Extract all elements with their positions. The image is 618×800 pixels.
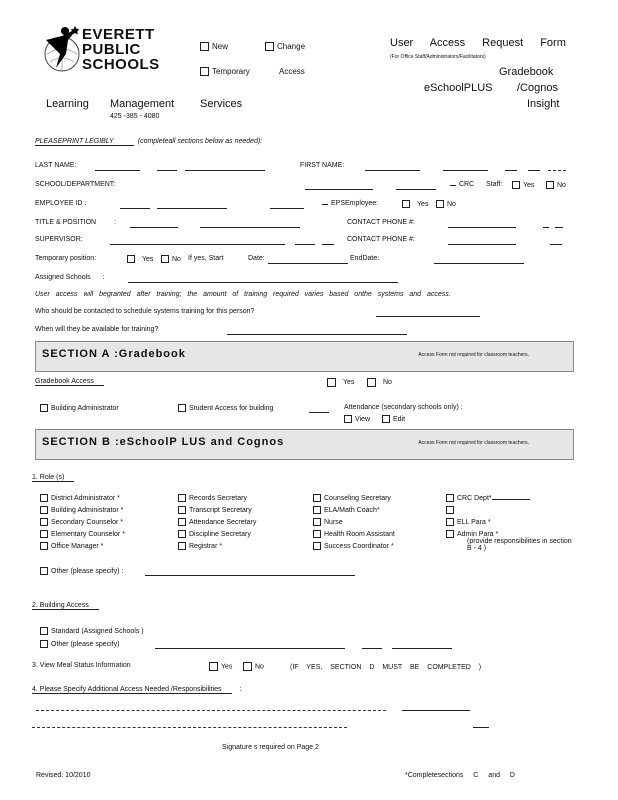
if-yes-start-label: If yes, Start [188,255,224,262]
role-option-c1-r2[interactable] [40,506,123,514]
role-option-c2-r2[interactable] [178,506,252,514]
role-checkbox[interactable] [446,506,454,514]
employee-id-field-3[interactable] [270,208,304,209]
role-option-c4-r1[interactable] [446,494,530,502]
temp-yes-option[interactable] [127,255,153,263]
role-checkbox[interactable] [446,518,454,526]
title-gradebook: Gradebook [499,66,554,78]
student-access-label: Student Access for building [189,404,274,412]
eps-no-checkbox[interactable] [436,200,444,208]
crc-label: CRC [459,181,475,188]
additional-access-line-1[interactable] [36,710,386,711]
attendance-view-option[interactable] [344,415,370,423]
role-checkbox[interactable] [40,542,48,550]
role-option-c3-r2[interactable] [313,506,380,514]
student-access-checkbox[interactable] [178,404,186,412]
role-checkbox[interactable] [446,494,454,502]
first-name-field-5[interactable] [548,170,566,171]
assigned-schools-label: Assigned Schools : [35,274,105,281]
first-name-label: FIRST NAME: [300,162,345,169]
role-other-label: Other (please specify) : [51,567,124,575]
additional-access-line-2[interactable] [32,727,347,728]
print-legibly: PLEASEPRINT LEGIBLY [35,138,134,146]
standard-access-option[interactable] [40,627,144,635]
student-access-option[interactable] [178,404,273,412]
building-admin-checkbox[interactable] [40,404,48,412]
change-label: Change [277,42,306,51]
role-label: Discipline Secretary [189,530,251,538]
contact-phone-field-b[interactable] [448,244,516,245]
staff-no-option[interactable] [546,181,566,189]
school-dept-field[interactable] [305,189,373,190]
form-title: User Access Request Form [390,37,566,49]
end-date-field[interactable] [434,263,524,264]
contact-phone-field[interactable] [448,227,516,228]
role-label: Transcript Secretary [189,506,252,514]
access-label: Access [279,67,305,76]
other-access-label: Other (please specify) [51,640,120,648]
gradebook-access-label: Gradebook Access [35,378,104,385]
role-option-c2-r4[interactable] [178,530,251,538]
additional-access-heading: 4. Please Specify Additional Access Needed /Responsibilities : [32,686,242,693]
first-name-field[interactable] [365,170,420,171]
school-dept-label: SCHOOL/DEPARTMENT: [35,181,116,188]
gradebook-yes-checkbox[interactable] [327,378,336,387]
employee-id-field-2[interactable] [157,208,227,209]
temp-yes-checkbox[interactable] [127,255,135,263]
logo-text-everett: EVERETT [82,26,155,43]
other-access-option[interactable] [40,640,119,648]
who-contacted-field[interactable] [376,316,480,317]
role-other-field[interactable] [145,575,355,576]
title-position-label: TITLE & POSITION : [35,219,117,226]
section-a-title: SECTION A :Gradebook [42,348,186,360]
role-option-c3-r4[interactable] [313,530,395,538]
additional-access-line-1b[interactable] [402,710,470,711]
role-label: Success Coordinator * [324,542,394,550]
role-heading: 1. Role (s) [32,474,74,481]
complete-sections-note: *Completesections C and D [405,772,515,779]
first-name-field-3[interactable] [505,170,517,171]
title-cognos: /Cognos [517,82,558,94]
eps-yes-label: Yes [417,200,429,208]
temp-no-option[interactable] [161,255,181,263]
role-label: Attendance Secretary [189,518,257,526]
school-dept-field-2[interactable] [396,189,436,190]
building-access-heading: 2. Building Access [32,602,99,609]
role-option-c4-r3[interactable] [446,518,491,526]
contact-phone-field-2[interactable] [543,227,549,228]
title-insight: Insight [527,98,560,110]
role-option-c4-r4[interactable] [446,530,498,538]
lms-phone: 425 -385 - 4080 [110,113,160,120]
staff-no-checkbox[interactable] [546,181,554,189]
role-option-c1-r1[interactable] [40,494,120,502]
print-note [35,138,262,145]
role-checkbox[interactable] [313,530,321,538]
role-option-c1-r4[interactable] [40,530,125,538]
supervisor-field[interactable] [110,244,285,245]
gradebook-yes-label: Yes [343,379,355,387]
contact-phone-label: CONTACT PHONE #: [347,219,415,226]
temp-yes-label: Yes [142,255,154,263]
eps-yes-option[interactable] [402,200,428,208]
meal-no-label: No [255,663,264,671]
role-checkbox[interactable] [313,506,321,514]
role-checkbox[interactable] [178,530,186,538]
section-b-note: Access Form not required for classroom teachers. [418,440,529,446]
building-admin-label: Building Administrator [51,404,119,412]
supervisor-field-3[interactable] [322,244,334,245]
new-checkbox[interactable] [200,42,209,51]
role-checkbox[interactable] [178,494,186,502]
role-label: Elementary Counselor * [51,530,125,538]
student-access-building-field[interactable] [309,412,329,413]
attendance-edit-checkbox[interactable] [382,415,390,423]
role-option-c2-r3[interactable] [178,518,256,526]
eps-no-label: No [447,200,456,208]
role-label: Secondary Counselor * [51,518,123,526]
end-date-label: EndDate: [350,255,380,262]
contact-phone-field-3[interactable] [555,227,563,228]
additional-access-line-2b[interactable] [473,727,489,728]
attendance-view-checkbox[interactable] [344,415,352,423]
other-access-field-3[interactable] [392,648,452,649]
meal-yes-label: Yes [221,663,233,671]
temporary-position-label: Temporary position: [35,255,97,262]
new-label: New [212,42,229,51]
other-access-checkbox[interactable] [40,640,48,648]
section-b-header [35,429,574,460]
meal-no-checkbox[interactable] [243,662,252,671]
role-option-c2-r1[interactable] [178,494,247,502]
logo-figure-icon [42,24,82,74]
staff-yes-label: Yes [523,181,535,189]
building-admin-option[interactable] [40,404,119,412]
role-checkbox[interactable] [446,530,454,538]
other-access-field[interactable] [155,648,345,649]
last-name-label: LAST NAME: [35,162,77,169]
role-checkbox[interactable] [178,518,186,526]
gradebook-no-label: No [383,379,392,387]
change-checkbox[interactable] [265,42,274,51]
lms-learning: Learning [46,98,89,110]
standard-access-label: Standard (Assigned Schools ) [51,627,144,635]
other-access-field-2[interactable] [362,648,382,649]
when-available-field[interactable] [227,334,407,335]
role-other-option[interactable] [40,567,123,575]
last-name-field-3[interactable] [185,170,265,171]
role-label: Building Administrator * [51,506,124,514]
supervisor-label: SUPERVISOR: [35,236,83,243]
section-b-title: SECTION B :eSchoolP LUS and Cognos [42,436,285,448]
crc-option[interactable] [450,181,474,188]
form-title-subtitle: (For Office Staff/Administrators/Facilitators) [390,54,486,60]
role-other-checkbox[interactable] [40,567,48,575]
role-checkbox[interactable] [313,494,321,502]
start-date-label: Date: [248,255,265,262]
staff-yes-checkbox[interactable] [512,181,520,189]
gradebook-no-option[interactable] [367,378,392,387]
revised-date: Revised: 10/2010 [36,772,91,779]
temp-no-checkbox[interactable] [161,255,169,263]
start-date-field[interactable] [268,263,348,264]
role-checkbox[interactable] [178,542,186,550]
meal-yes-checkbox[interactable] [209,662,218,671]
gradebook-yes-option[interactable] [327,378,354,387]
attendance-view-label: View [355,415,371,423]
role-option-c1-r5[interactable] [40,542,103,550]
section-a-note: Access Form not required for classroom teachers. [418,352,529,358]
role-checkbox[interactable] [40,506,48,514]
role-checkbox[interactable] [40,530,48,538]
lms-services: Services [200,98,243,110]
role-label: Counseling Secretary [324,494,391,502]
meal-if-yes-note: (IF YES, SECTION D MUST BE COMPLETED ) [290,664,482,671]
last-name-field[interactable] [95,170,140,171]
section-a-header [35,341,574,372]
assigned-schools-field[interactable] [128,282,398,283]
attendance-edit-option[interactable] [382,415,405,423]
role-label: ELL Para * [457,518,491,526]
role-checkbox[interactable] [313,542,321,550]
view-meal-label: 3. View Meal Status Information [32,662,131,669]
role-label: Nurse [324,518,343,526]
role-option-c1-r3[interactable] [40,518,123,526]
print-instructions: (completeall sections below as needed): [137,138,263,145]
meal-yes-option[interactable] [209,662,232,671]
last-name-field-2[interactable] [157,170,177,171]
contact-phone-field-b2[interactable] [550,244,562,245]
role-checkbox[interactable] [40,494,48,502]
role-option-c2-r5[interactable] [178,542,222,550]
first-name-field-2[interactable] [443,170,488,171]
staff-label: Staff: [486,181,503,188]
role-label: Health Room Assistant [324,530,395,538]
attendance-label: Attendance (secondary schools only) : [344,404,463,411]
staff-no-label: No [557,181,566,189]
temporary-checkbox[interactable] [200,67,209,76]
eps-employee-label: EPSEmployee: [322,200,378,207]
title-position-field[interactable] [130,227,178,228]
crc-dept-field[interactable] [492,499,530,500]
role-label: CRC Dept* [457,494,492,502]
role-option-c4-r2[interactable] [446,506,457,514]
attendance-edit-label: Edit [393,415,406,423]
temporary-option[interactable] [200,67,250,76]
employee-id-label: EMPLOYEE ID : [35,200,87,207]
first-name-field-4[interactable] [528,170,540,171]
role-label: Records Secretary [189,494,247,502]
role-label: Admin Para * [457,530,499,538]
standard-access-checkbox[interactable] [40,627,48,635]
new-option[interactable] [200,42,228,51]
signature-note: Signature s required on Page 2 [222,744,319,751]
when-available-label: When will they be available for training? [35,326,159,333]
staff-yes-option[interactable] [512,181,534,189]
meal-no-option[interactable] [243,662,264,671]
gradebook-no-checkbox[interactable] [367,378,376,387]
roles-col4-note: (provide responsibilities in section B - 4 ) [467,538,572,552]
change-option[interactable] [265,42,305,51]
title-eschoolplus: eSchoolPLUS [424,82,493,94]
role-checkbox[interactable] [40,518,48,526]
lms-management: Management [110,98,175,110]
role-label: ELA/Math Coach* [324,506,380,514]
supervisor-field-2[interactable] [295,244,315,245]
role-option-c3-r5[interactable] [313,542,394,550]
eps-no-option[interactable] [436,200,456,208]
role-checkbox[interactable] [313,518,321,526]
logo-text-schools: SCHOOLS [82,56,160,73]
role-option-c3-r3[interactable] [313,518,343,526]
logo-text-public: PUBLIC [82,41,141,58]
temporary-label: Temporary [212,67,250,76]
contact-phone-label-2: CONTACT PHONE #: [347,236,415,243]
eps-yes-checkbox[interactable] [402,200,410,208]
role-label: Office Manager * [51,542,104,550]
who-contacted-label: Who should be contacted to schedule systems training for this person? [35,308,255,315]
role-label: Registrar * [189,542,223,550]
district-logo [42,24,167,76]
employee-id-field[interactable] [120,208,150,209]
role-label: District Administrator * [51,494,120,502]
training-note: User access will begranted after training; the amount of training required varies based onthe systems and access. [35,291,451,298]
role-checkbox[interactable] [178,506,186,514]
temp-no-label: No [172,255,181,263]
title-position-field-2[interactable] [200,227,300,228]
role-option-c3-r1[interactable] [313,494,391,502]
